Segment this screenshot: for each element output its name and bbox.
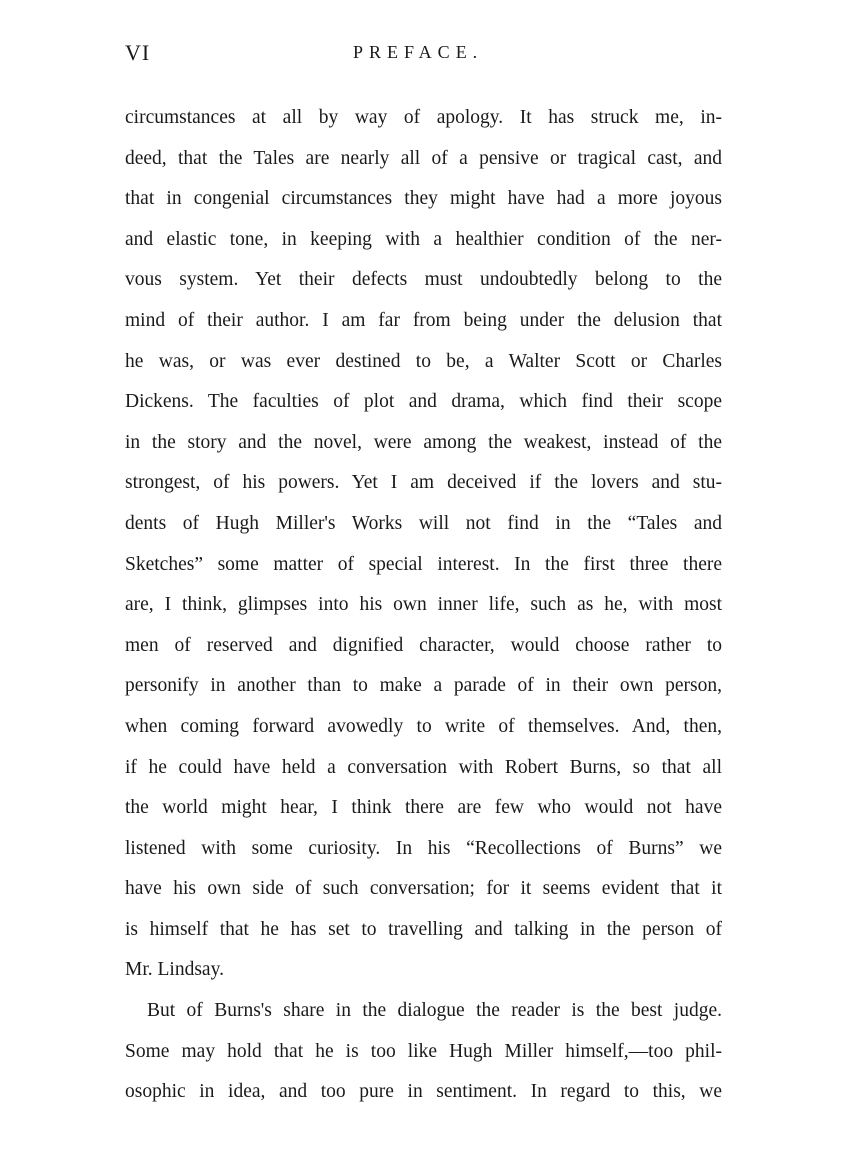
- text-line: osophic in idea, and too pure in sentiment. In regard to this, we: [125, 1081, 722, 1103]
- text-line: deed, that the Tales are nearly all of a pensive or tragical cast, and: [125, 147, 722, 169]
- page-header: [125, 40, 720, 70]
- text-line: Dickens. The faculties of plot and drama, which find their scope: [125, 391, 722, 413]
- text-line: and elastic tone, in keeping with a healthier condition of the ner-: [125, 228, 722, 250]
- text-line: is himself that he has set to travelling and talking in the person of: [125, 918, 722, 940]
- text-line: Sketches” some matter of special interest. In the first three there: [125, 553, 722, 575]
- text-line: have his own side of such conversation; for it seems evident that it: [125, 878, 722, 900]
- text-line: personify in another than to make a parade of in their own person,: [125, 675, 722, 697]
- text-line: circumstances at all by way of apology. It has struck me, in-: [125, 107, 722, 128]
- text-line: vous system. Yet their defects must undoubtedly belong to the: [125, 269, 722, 291]
- running-title: PREFACE.: [353, 42, 484, 62]
- text-line: dents of Hugh Miller's Works will not find in the “Tales and: [125, 512, 722, 534]
- paragraph-end-line: Mr. Lindsay.: [125, 959, 224, 981]
- body-text: [125, 98, 722, 1113]
- text-line: are, I think, glimpses into his own inner life, such as he, with most: [125, 594, 722, 616]
- text-line: when coming forward avowedly to write of themselves. And, then,: [125, 715, 722, 737]
- text-line: that in congenial circumstances they might have had a more joyous: [125, 188, 722, 210]
- text-line: the world might hear, I think there are few who would not have: [125, 797, 722, 819]
- text-line: Some may hold that he is too like Hugh Miller himself,—too phil-: [125, 1040, 722, 1062]
- text-line: listened with some curiosity. In his “Recollections of Burns” we: [125, 837, 722, 859]
- page-number: VI: [125, 40, 151, 65]
- text-line: mind of their author. I am far from being under the delusion that: [125, 309, 722, 331]
- text-line: he was, or was ever destined to be, a Walter Scott or Charles: [125, 350, 722, 372]
- text-line: if he could have held a conversation with Robert Burns, so that all: [125, 756, 722, 778]
- paragraph-start-line: But of Burns's share in the dialogue the reader is the best judge.: [147, 1000, 722, 1022]
- text-line: men of reserved and dignified character, would choose rather to: [125, 634, 722, 656]
- text-line: in the story and the novel, were among the weakest, instead of the: [125, 431, 722, 453]
- text-line: strongest, of his powers. Yet I am deceived if the lovers and stu-: [125, 472, 722, 494]
